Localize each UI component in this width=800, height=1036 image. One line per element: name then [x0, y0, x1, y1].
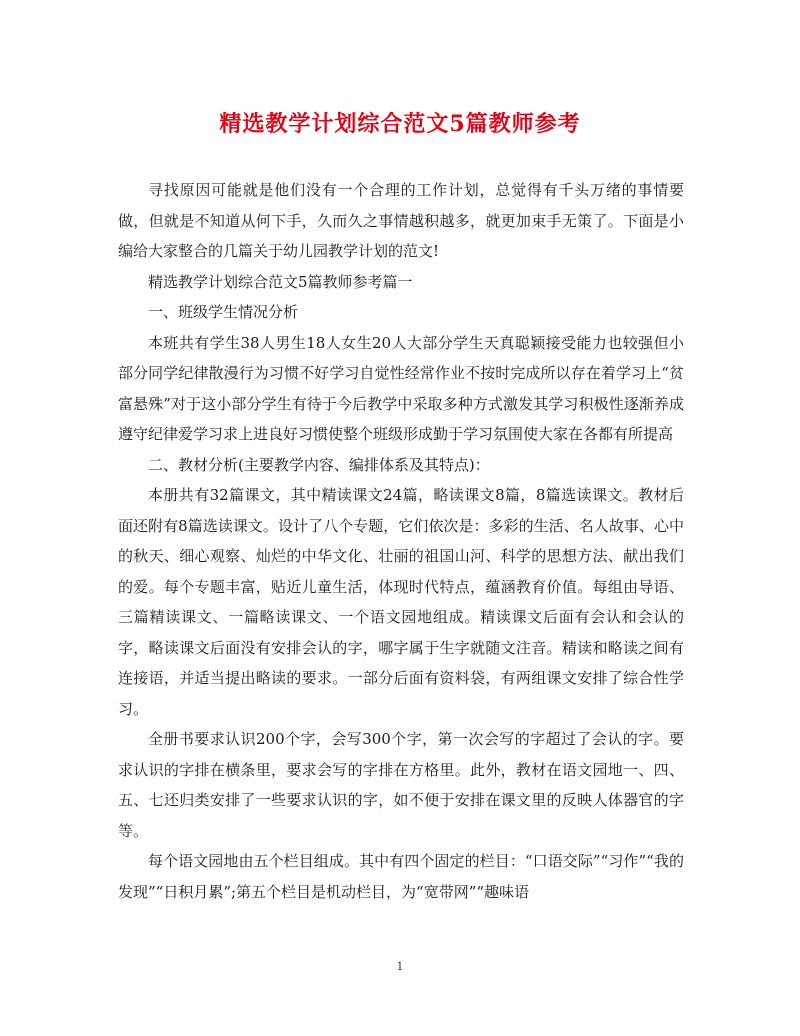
- section-heading-class-analysis: 一、班级学生情况分析: [148, 303, 299, 321]
- paragraph-character-requirements: 全册书要求认识200个字，会写300个字，第一次会写的字超过了会认的字。要求认识的字排在横条里，要求会写的字排在方格里。此外，教材在语文园地一、四、五、七还归类安排了一些要求认识的字，如不便于安排在课文里的反映人体器官的字等。: [118, 730, 684, 840]
- paragraph-language-garden: 每个语文园地由五个栏目组成。其中有四个固定的栏目：“口语交际”“习作”“我的发现”“日积月累”;第五个栏目是机动栏目，为“宽带网”“趣味语: [118, 852, 684, 901]
- section-heading-textbook-analysis: 二、教材分析(主要教学内容、编排体系及其特点)：: [148, 455, 490, 474]
- paragraph-class-analysis: 本班共有学生38人男生18人女生20人大部分学生天真聪颖接受能力也较强但小部分同学纪律散漫行为习惯不好学习自觉性经常作业不按时完成所以存在着学习上“贫富悬殊”对于这小部分学生有待于今后教学中采取多种方式激发其学习积极性逐渐养成遵守纪律爱学习求上进良好习惯使整个班级形成勤于学习氛围使大家在各都有所提高: [118, 333, 684, 443]
- document-title: 精选教学计划综合范文5篇教师参考: [219, 111, 581, 137]
- paragraph-subtitle: 精选教学计划综合范文5篇教师参考篇一: [148, 272, 413, 291]
- paragraph-intro: 寻找原因可能就是他们没有一个合理的工作计划，总觉得有千头万绪的事情要做，但就是不知道从何下手，久而久之事情越积越多，就更加束手无策了。下面是小编给大家整合的几篇关于幼儿园教学计划的范文!: [118, 181, 684, 260]
- page-number: 1: [396, 960, 404, 973]
- document-body: [118, 175, 684, 907]
- paragraph-textbook-content: 本册共有32篇课文，其中精读课文24篇，略读课文8篇，8篇选读课文。教材后面还附有8篇选读课文。设计了八个专题，它们依次是：多彩的生活、名人故事、心中的秋天、细心观察、灿烂的中华文化、壮丽的祖国山河、科学的思想方法、献出我们的爱。每个专题丰富，贴近儿童生活，体现时代特点，蕴涵教育价值。每组由导语、三篇精读课文、一篇略读课文、一个语文园地组成。精读课文后面有会认和会认的字，略读课文后面没有安排会认的字，哪字属于生字就随文注音。精读和略读之间有连接语，并适当提出略读的要求。一部分后面有资料袋，有两组课文安排了综合性学习。: [118, 486, 684, 718]
